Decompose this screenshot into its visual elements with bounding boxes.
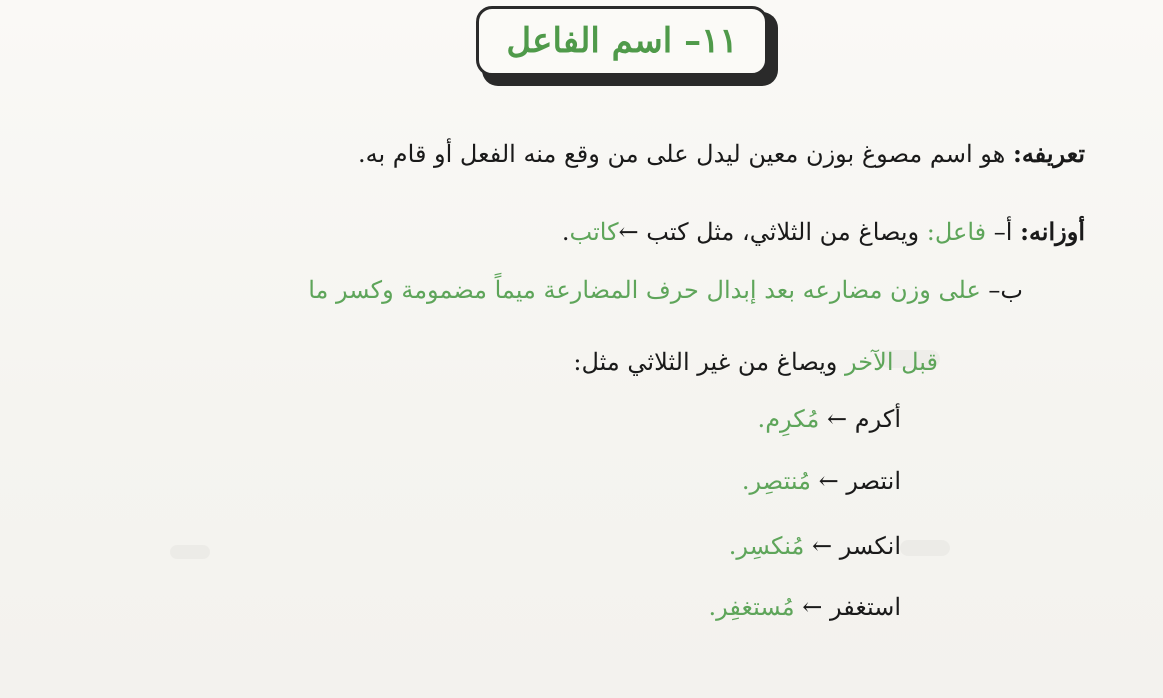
- page-smudge: [900, 540, 950, 556]
- weights-label: أوزانه:: [1020, 217, 1085, 246]
- example-verb: أكرم: [854, 405, 901, 433]
- weight-a-marker: أ–: [993, 218, 1013, 246]
- example-end: .: [757, 405, 766, 433]
- weight-b-continuation-green: قبل الآخر: [845, 348, 938, 376]
- left-arrow-icon: ←: [618, 218, 639, 246]
- left-arrow-icon: ←: [811, 532, 833, 560]
- weight-b-continuation-text: ويصاغ من غير الثلاثي مثل:: [573, 348, 838, 376]
- example-row: [758, 405, 901, 434]
- left-arrow-icon: ←: [827, 405, 848, 433]
- example-verb: استغفر: [830, 593, 901, 621]
- lesson-title-box: [476, 6, 778, 86]
- definition-line: [358, 140, 1085, 169]
- example-verb: انتصر: [846, 467, 901, 495]
- definition-label: تعريفه:: [1012, 139, 1085, 168]
- weight-b-text: على وزن مضارعه بعد إبدال حرف المضارعة ميماً مضمومة وكسر ما: [308, 276, 981, 304]
- page-smudge: [170, 545, 210, 559]
- lesson-title: [506, 21, 737, 61]
- weight-a-end: .: [561, 218, 570, 246]
- example-row: [729, 532, 901, 561]
- example-result: مُنكسِر: [736, 532, 805, 560]
- lesson-number: ١١–: [684, 21, 738, 61]
- weights-line-b-continuation: [573, 348, 938, 377]
- weights-line-a: [562, 218, 1085, 247]
- weight-a-pattern: فاعل:: [926, 218, 987, 246]
- example-result: مُستغفِر: [716, 593, 795, 621]
- example-end: .: [728, 532, 737, 560]
- weight-b-marker: ب–: [988, 276, 1023, 304]
- definition-text: هو اسم مصوغ بوزن معين ليدل على من وقع منه الفعل أو قام به.: [357, 140, 1006, 168]
- weight-a-result: كاتب: [569, 218, 619, 246]
- example-end: .: [708, 593, 717, 621]
- example-row: [742, 467, 901, 496]
- example-verb: انكسر: [839, 532, 901, 560]
- example-end: .: [741, 467, 750, 495]
- title-box-frame: [476, 6, 768, 76]
- weights-line-b: [308, 276, 1023, 305]
- lesson-title-text: اسم الفاعل: [506, 21, 673, 61]
- example-row: [709, 593, 901, 622]
- left-arrow-icon: ←: [818, 467, 839, 495]
- weight-a-text: ويصاغ من الثلاثي، مثل كتب: [646, 218, 920, 246]
- example-result: مُكرِم: [765, 405, 820, 433]
- example-result: مُنتصِر: [749, 467, 811, 495]
- left-arrow-icon: ←: [802, 593, 823, 621]
